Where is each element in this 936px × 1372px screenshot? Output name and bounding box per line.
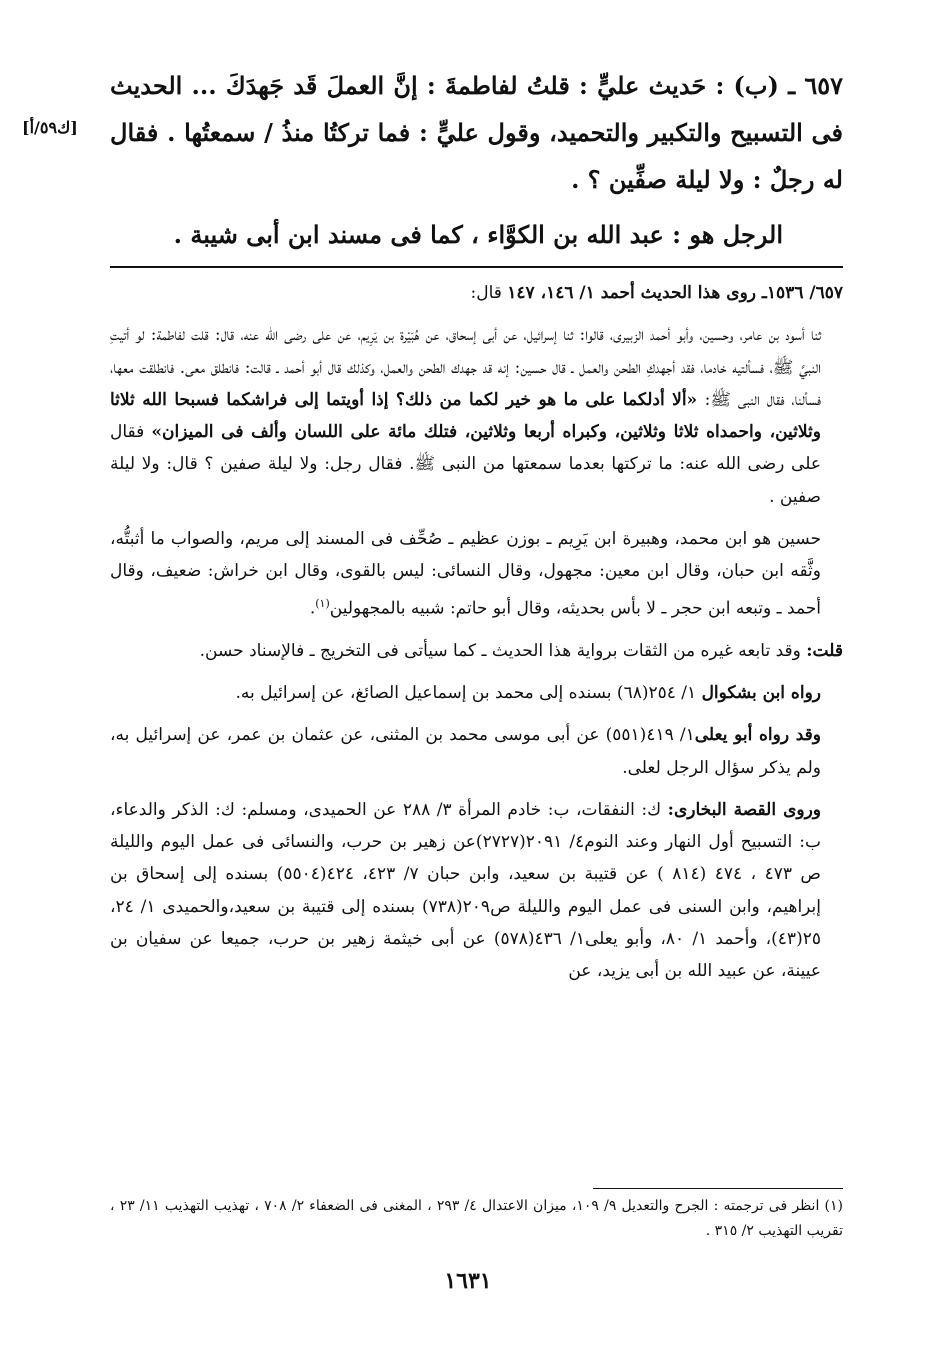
main-paragraph (110, 62, 843, 203)
note-paragraph (110, 677, 843, 709)
page-number: ١٦٣١ (444, 1268, 492, 1294)
note-heading: ٦٥٧/ ١٥٣٦ـ روى هذا الحديث أحمد ١/ ١٤٦، ١٤٧ (507, 283, 843, 303)
footnote: (١) انظر فى ترجمته : الجرح والتعديل ٩/ ١٠٩، ميزان الاعتدال ٤/ ٢٩٣ ، المغنى فى الضعفاء ٢/ ٧٠٨ ، تهذيب التهذيب ١١/ ٢٣ ، تقريب التهذيب ٢/ ٣١٥ . (110, 1198, 843, 1239)
note-paragraph (110, 523, 843, 625)
main-text (110, 62, 843, 258)
note-paragraph (110, 635, 843, 667)
note-heading: وقد رواه أبو يعلى (694, 725, 821, 746)
footnote-marker[interactable]: (١) (315, 596, 330, 610)
note-heading: قلت: (806, 640, 843, 661)
note-text: ثنا أسود بن عامر، وحسين، وأبو أحمد الزبيرى، قالوا: ثنا إسرائيل، عن أبى إسحاق، عن هُبَيْرة بن يَرِيم، عن على رضى الله عنه، قال: قلت لفاطمة: لو أتيتِ النبيَّ ﷺ، فسألتيه خادما، فقد أجهدكِ الطحن والعمل ـ قال حسين: إنه قد جهدك الطحن والعمل، وكذلك قال أبو أحمد ـ قالت: فانطلق معى. فانطلقت معها، فسألنا، فقال النبى ﷺ: (110, 325, 822, 410)
entry-number: ٦٥٧ ـ (788, 71, 843, 100)
commentary (110, 277, 843, 998)
note-text: فقال على رضى الله عنه: ما تركتها بعدما سمعتها من النبى ﷺ. فقال رجل: ولا ليلة صفين ؟ قال: ولا ليلة صفين . (110, 422, 821, 507)
note-text: قال: (470, 283, 508, 303)
entry-text: (ب) : حَديث عليٍّ : قلتُ لفاطمةَ : إنَّ العملَ قَد جَهدَكَ ... الحديث فى التسبيح والتكبير والتحميد، وقول عليٍّ : فما تركتُا منذُ / سمعتُها . فقال له رجلٌ : ولا ليلة صفِّين ؟ . (110, 71, 843, 194)
note-text: ١/ ٢٥٤(٦٨) بسنده إلى محمد بن إسماعيل الصائغ، عن إسرائيل به. (235, 682, 702, 703)
note-paragraph (110, 277, 843, 309)
note-text: حسين هو ابن محمد، وهبيرة ابن يَرِيم ـ بوزن عظيم ـ صُحِّف فى المسند إلى مريم، والصواب ما أثبتُّه، وثَّقه ابن حبان، وقال ابن معين: مجهول، وقال النسائى: ليس بالقوى، وقال ابن خراش: ضعيف، وقال أحمد ـ وتبعه ابن حجر ـ لا بأس بحديثه، وقال أبو حاتم: شبيه بالمجهولين (110, 529, 821, 619)
note-heading: وروى القصة البخارى: (667, 799, 822, 820)
note-paragraph (110, 719, 843, 784)
margin-note: [ك٥٩/أ] (22, 118, 78, 137)
note-heading: رواه ابن بشكوال (701, 682, 821, 703)
separator-line (110, 266, 843, 268)
note-text: ك: النفقات، ب: خادم المرأة ٣/ ٢٨٨ عن الحميدى، ومسلم: ك: الذكر والدعاء، ب: التسبيح أول النهار وعند النوم٤/ ٢٠٩١(٢٧٢٧)عن زهير بن حرب، والنسائى فى عمل اليوم والليلة ص ٤٧٣ ، ٤٧٤ (٨١٤ ) عن قتيبة بن سعيد، وابن حبان ٧/ ٤٢٣، ٤٢٤(٥٥٠٤) بسنده إلى إسحاق بن إبراهيم، وابن السنى فى عمل اليوم والليلة ص٢٠٩(٧٣٨) بسنده إلى قتيبة بن سعيد،والحميدى ١/ ٢٤، ٢٥(٤٣)، وأحمد ١/ ٨٠، وأبو يعلى١/ ٤٣٦(٥٧٨) عن أبى خيثمة زهير بن حرب، جميعا عن سفيان بن عيينة، عن عبيد الله بن أبى يزيد، عن (110, 799, 822, 982)
note-paragraph (110, 794, 843, 988)
footnote-separator (593, 1188, 843, 1189)
note-text: ١/ ٤١٩(٥٥١) عن أبى موسى محمد بن المثنى، عن عثمان بن عمر، عن إسرائيل به، ولم يذكر سؤال الرجل لعلى. (110, 725, 821, 778)
note-text: . (309, 598, 316, 619)
hadith-quote: «ألا أدلكما على ما هو خير لكما من ذلك؟ إذا أويتما إلى فراشكما فسبحا الله ثلاثا وثلاثين، واحمداه ثلاثا وثلاثين، وكبراه أربعا وثلاثين، فتلك مائة على اللسان وألف فى الميزان» (110, 389, 821, 443)
note-paragraph (110, 319, 843, 513)
note-text: وقد تابعه غيره من الثقات برواية هذا الحديث ـ كما سيأتى فى التخريج ـ فالإسناد حسن. (199, 640, 807, 661)
explanation: الرجل هو : عبد الله بن الكوَّاء ، كما فى مسند ابن أبى شيبة . (173, 220, 783, 249)
